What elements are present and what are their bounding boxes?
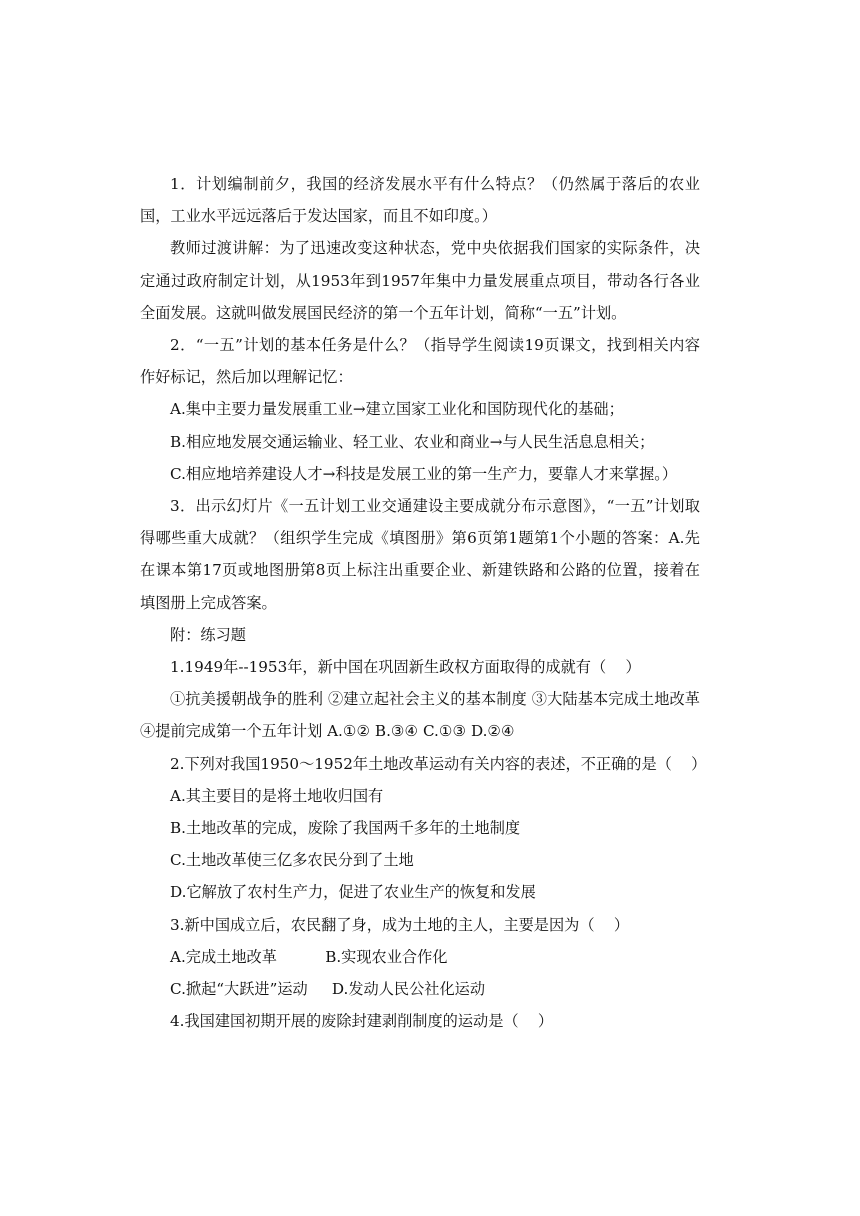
paragraph-question-3: 3．出示幻灯片《一五计划工业交通建设主要成就分布示意图》，“一五”计划取得哪些重大成就？（组织学生完成《填图册》第6页第1题第1个小题的答案：A.先在课本第17页或地图册第8页上标注出重要企业、新建铁路和公路的位置，接着在填图册上完成答案。 (140, 497, 700, 612)
exercise-2-option-b: B.土地改革的完成，废除了我国两千多年的土地制度 (170, 819, 521, 838)
exercise-3-options-cd: C.掀起“大跃进”运动 D.发动人民公社化运动 (170, 980, 486, 999)
paragraph-question-2: 2．“一五”计划的基本任务是什么？（指导学生阅读19页课文，找到相关内容作好标记，然后加以理解记忆： (140, 336, 700, 387)
paragraph-task-c: C.相应地培养建设人才→科技是发展工业的第一生产力，要靠人才来掌握。） (170, 464, 678, 483)
exercise-heading: 附：练习题 (170, 625, 246, 644)
paragraph-teacher-transition: 教师过渡讲解：为了迅速改变这种状态，党中央依据我们国家的实际条件，决定通过政府制定计划，从1953年到1957年集中力量发展重点项目，带动各行各业全面发展。这就叫做发展国民经济的第一个五年计划，简称“一五”计划。 (140, 239, 700, 322)
exercise-2-option-a: A.其主要目的是将土地收归国有 (170, 786, 384, 805)
exercise-2-option-c: C.土地改革使三亿多农民分到了土地 (170, 851, 414, 870)
exercise-3-options-ab: A.完成土地改革 B.实现农业合作化 (170, 947, 448, 966)
exercise-3-question: 3.新中国成立后，农民翻了身，成为土地的主人，主要是因为（ ） (170, 915, 630, 934)
exercise-2-option-d: D.它解放了农村生产力，促进了农业生产的恢复和发展 (170, 883, 536, 902)
exercise-1-options: ①抗美援朝战争的胜利 ②建立起社会主义的基本制度 ③大陆基本完成土地改革 ④提前完成第一个五年计划 A.①② B.③④ C.①③ D.②④ (140, 690, 700, 741)
document-body (140, 168, 707, 1037)
exercise-1-question: 1.1949年--1953年，新中国在巩固新生政权方面取得的成就有（ ） (170, 658, 641, 677)
exercise-2-question: 2.下列对我国1950～1952年土地改革运动有关内容的表述，不正确的是（ ） (170, 754, 707, 773)
paragraph-task-b: B.相应地发展交通运输业、轻工业、农业和商业→与人民生活息息相关； (170, 432, 655, 451)
exercise-4-question: 4.我国建国初期开展的废除封建剥削制度的运动是（ ） (170, 1012, 554, 1031)
paragraph-question-1: 1．计划编制前夕，我国的经济发展水平有什么特点？（仍然属于落后的农业国，工业水平远远落后于发达国家，而且不如印度。） (140, 175, 700, 226)
paragraph-task-a: A.集中主要力量发展重工业→建立国家工业化和国防现代化的基础； (170, 400, 624, 419)
